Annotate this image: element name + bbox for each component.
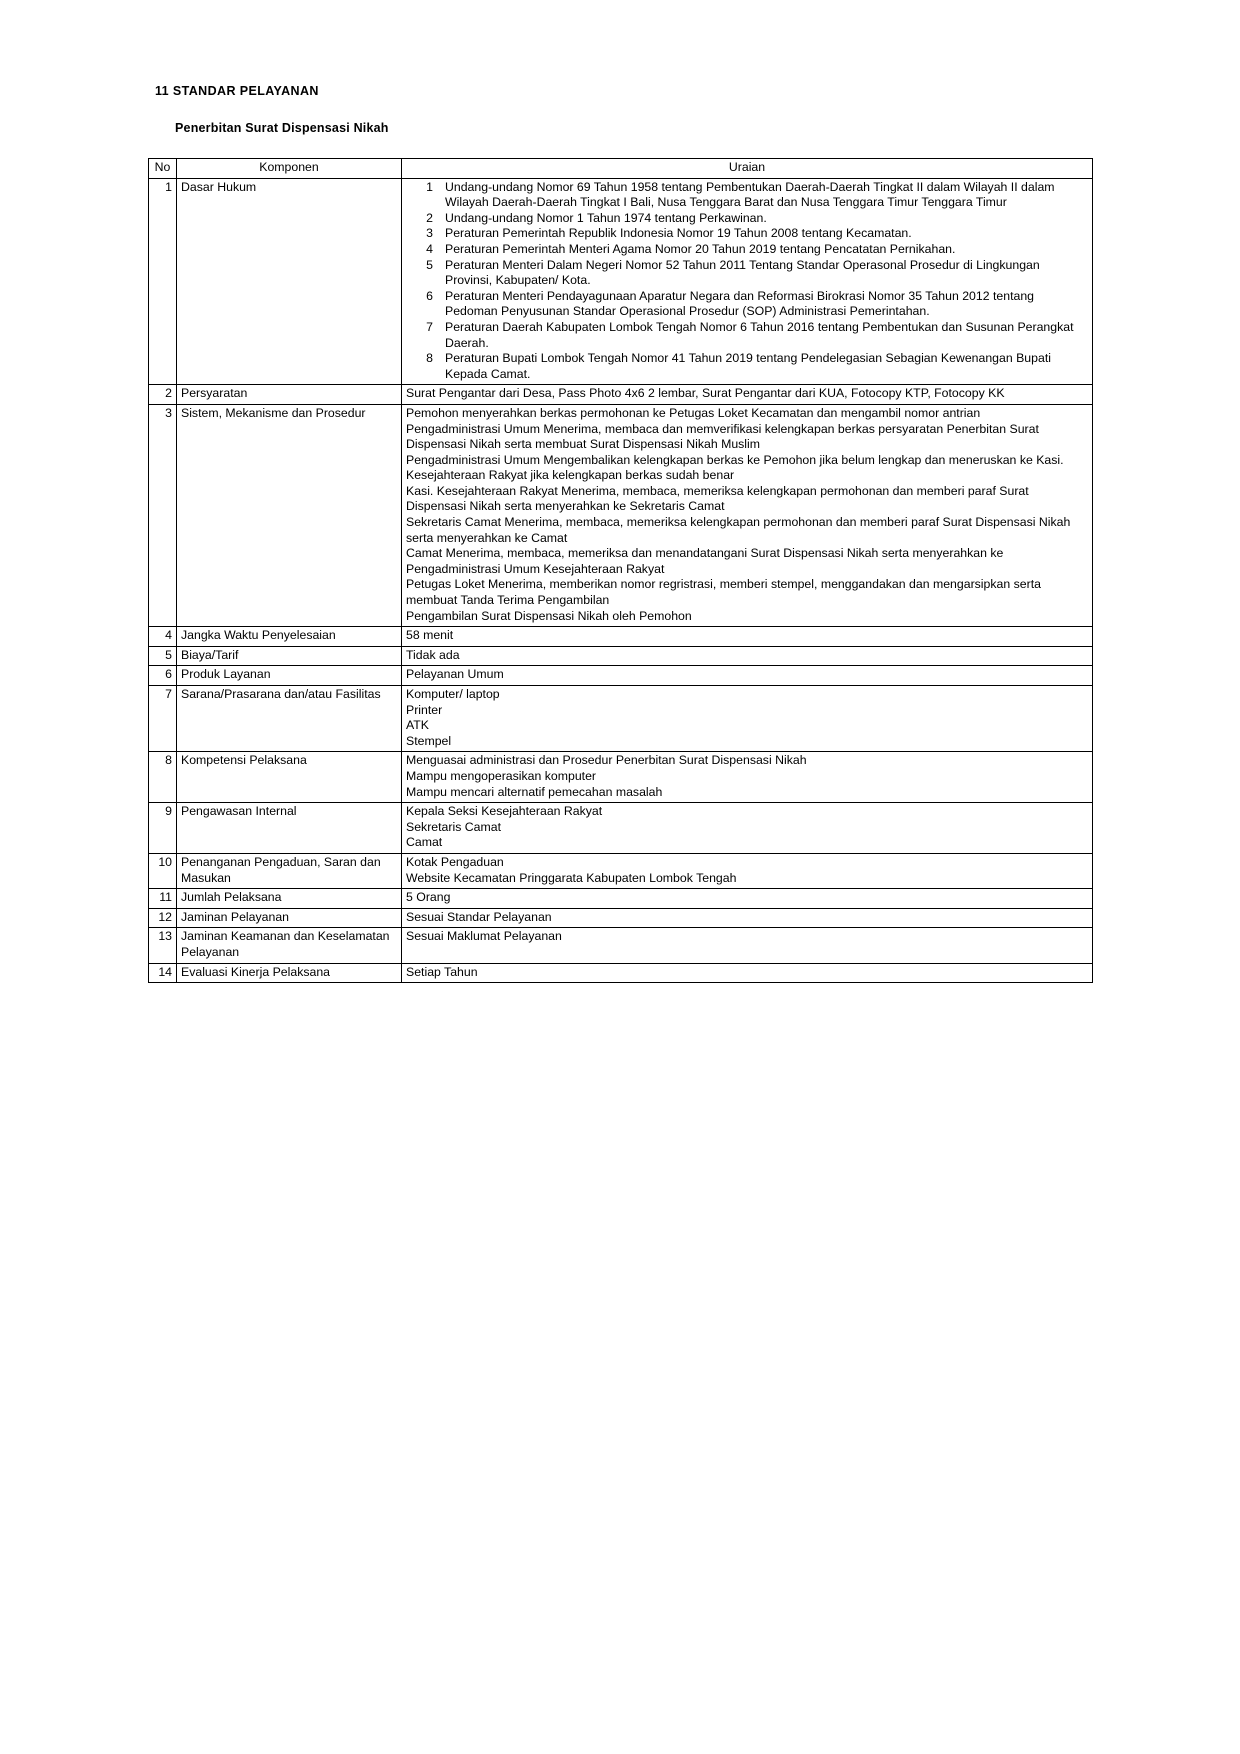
uraian-lines xyxy=(406,648,1088,664)
uraian-line: Sesuai Standar Pelayanan xyxy=(406,909,552,924)
uraian-line: Kotak Pengaduan xyxy=(406,854,504,869)
row-number: 9 xyxy=(149,803,177,854)
uraian-line: Mampu mengoperasikan komputer xyxy=(406,768,597,783)
row-komponen: Pengawasan Internal xyxy=(177,803,402,854)
row-uraian xyxy=(402,963,1093,983)
row-uraian xyxy=(402,889,1093,909)
uraian-line: Surat Pengantar dari Desa, Pass Photo 4x6 2 lembar, Surat Pengantar dari KUA, Fotocopy KTP, Fotocopy KK xyxy=(406,386,1005,401)
row-uraian xyxy=(402,627,1093,647)
uraian-line: Menguasai administrasi dan Prosedur Penerbitan Surat Dispensasi Nikah xyxy=(406,753,807,768)
row-uraian xyxy=(402,752,1093,803)
row-uraian xyxy=(402,404,1093,626)
row-number: 14 xyxy=(149,963,177,983)
table-row xyxy=(149,646,1093,666)
uraian-lines xyxy=(406,687,1088,749)
uraian-line: Stempel xyxy=(406,733,452,748)
uraian-line: Website Kecamatan Pringgarata Kabupaten Lombok Tengah xyxy=(406,870,737,885)
uraian-line: Sekretaris Camat xyxy=(406,819,501,834)
uraian-line: Pelayanan Umum xyxy=(406,667,504,682)
row-komponen: Sistem, Mekanisme dan Prosedur xyxy=(177,404,402,626)
uraian-lines xyxy=(406,667,1088,683)
table-row xyxy=(149,627,1093,647)
row-komponen: Penanganan Pengaduan, Saran dan Masukan xyxy=(177,853,402,888)
row-number: 1 xyxy=(149,178,177,385)
table-row xyxy=(149,963,1093,983)
row-komponen: Sarana/Prasarana dan/atau Fasilitas xyxy=(177,686,402,752)
row-komponen: Kompetensi Pelaksana xyxy=(177,752,402,803)
table-row xyxy=(149,928,1093,963)
uraian-line: Camat xyxy=(406,835,443,850)
legal-basis-item: Peraturan Pemerintah Republik Indonesia Nomor 19 Tahun 2008 tentang Kecamatan. xyxy=(445,226,912,241)
row-komponen: Jaminan Keamanan dan Keselamatan Pelayanan xyxy=(177,928,402,963)
table-row xyxy=(149,889,1093,909)
uraian-line: Pengadministrasi Umum Menerima, membaca dan memverifikasi kelengkapan berkas persyaratan Penerbitan Surat Dispensasi Nikah serta membuat Surat Dispensasi Nikah Muslim xyxy=(406,421,1039,452)
table-row xyxy=(149,752,1093,803)
page-subtitle: Penerbitan Surat Dispensasi Nikah xyxy=(175,121,389,135)
legal-basis-item: Peraturan Bupati Lombok Tengah Nomor 41 Tahun 2019 tentang Pendelegasian Sebagian Kewenangan Bupati Kepada Camat. xyxy=(445,351,1051,381)
uraian-line: Setiap Tahun xyxy=(406,964,478,979)
uraian-line: Sesuai Maklumat Pelayanan xyxy=(406,929,562,944)
legal-basis-item: Peraturan Menteri Dalam Negeri Nomor 52 Tahun 2011 Tentang Standar Operasonal Prosedur di Lingkungan Provinsi, Kabupaten/ Kota. xyxy=(445,257,1040,288)
table-row xyxy=(149,803,1093,854)
legal-basis-list xyxy=(406,180,1088,383)
row-number: 3 xyxy=(149,404,177,626)
row-number: 7 xyxy=(149,686,177,752)
column-header-no: No xyxy=(149,159,177,179)
uraian-lines xyxy=(406,855,1088,886)
row-uraian xyxy=(402,908,1093,928)
table-row xyxy=(149,853,1093,888)
table-row xyxy=(149,686,1093,752)
row-uraian xyxy=(402,666,1093,686)
uraian-lines xyxy=(406,929,1088,945)
row-uraian xyxy=(402,646,1093,666)
row-komponen: Evaluasi Kinerja Pelaksana xyxy=(177,963,402,983)
uraian-line: 58 menit xyxy=(406,628,454,643)
row-uraian xyxy=(402,803,1093,854)
column-header-uraian: Uraian xyxy=(402,159,1093,179)
table-header-row xyxy=(149,159,1093,179)
row-uraian xyxy=(402,178,1093,385)
uraian-lines xyxy=(406,753,1088,800)
uraian-line: Komputer/ laptop xyxy=(406,687,500,701)
row-number: 10 xyxy=(149,853,177,888)
row-komponen: Dasar Hukum xyxy=(177,178,402,385)
uraian-line: Kepala Seksi Kesejahteraan Rakyat xyxy=(406,804,603,819)
uraian-line: 5 Orang xyxy=(406,890,451,905)
row-uraian xyxy=(402,853,1093,888)
uraian-lines xyxy=(406,910,1088,926)
table-row xyxy=(149,178,1093,385)
row-komponen: Jangka Waktu Penyelesaian xyxy=(177,627,402,647)
uraian-lines xyxy=(406,890,1088,906)
table-body xyxy=(149,178,1093,983)
uraian-line: Sekretaris Camat Menerima, membaca, memeriksa kelengkapan permohonan dan memberi paraf Surat Dispensasi Nikah serta menyerahkan ke Camat xyxy=(406,515,1071,545)
row-number: 2 xyxy=(149,385,177,405)
row-uraian xyxy=(402,686,1093,752)
uraian-lines xyxy=(406,386,1088,402)
row-uraian xyxy=(402,928,1093,963)
uraian-lines xyxy=(406,965,1088,981)
row-number: 13 xyxy=(149,928,177,963)
legal-basis-item: Peraturan Daerah Kabupaten Lombok Tengah Nomor 6 Tahun 2016 tentang Pembentukan dan Susunan Perangkat Daerah. xyxy=(445,319,1074,350)
table-header xyxy=(149,159,1093,179)
row-number: 5 xyxy=(149,646,177,666)
uraian-line: Mampu mencari alternatif pemecahan masalah xyxy=(406,784,663,799)
uraian-lines xyxy=(406,804,1088,851)
uraian-line: ATK xyxy=(406,718,430,733)
legal-basis-item: Undang-undang Nomor 69 Tahun 1958 tentang Pembentukan Daerah-Daerah Tingkat II dalam Wilayah II dalam Wilayah Daerah-Daerah Tingkat I Bali, Nusa Tenggara Barat dan Nusa Tenggara Timur Tenggara Timur xyxy=(445,179,1055,210)
uraian-line: Tidak ada xyxy=(406,647,460,662)
uraian-line: Printer xyxy=(406,702,443,717)
row-komponen: Jaminan Pelayanan xyxy=(177,908,402,928)
row-komponen: Biaya/Tarif xyxy=(177,646,402,666)
row-number: 8 xyxy=(149,752,177,803)
uraian-line: Petugas Loket Menerima, memberikan nomor regristrasi, memberi stempel, menggandakan dan mengarsipkan serta membuat Tanda Terima Pengambilan xyxy=(406,577,1041,608)
uraian-line: Pengadministrasi Umum Mengembalikan kelengkapan berkas ke Pemohon jika belum lengkap dan meneruskan ke Kasi. Kesejahteraan Rakyat jika kelengkapan berkas sudah benar xyxy=(406,452,1064,483)
row-number: 12 xyxy=(149,908,177,928)
table-row xyxy=(149,385,1093,405)
page-title: 11 STANDAR PELAYANAN xyxy=(155,84,319,98)
legal-basis-item: Peraturan Menteri Pendayagunaan Aparatur Negara dan Reformasi Birokrasi Nomor 35 Tahun 2012 tentang Pedoman Penyusunan Standar Operasional Prosedur (SOP) Administrasi Pemerintahan. xyxy=(445,288,1035,319)
legal-basis-item: Peraturan Pemerintah Menteri Agama Nomor 20 Tahun 2019 tentang Pencatatan Pernikahan. xyxy=(445,241,956,256)
row-number: 11 xyxy=(149,889,177,909)
row-number: 6 xyxy=(149,666,177,686)
uraian-lines xyxy=(406,628,1088,644)
uraian-line: Kasi. Kesejahteraan Rakyat Menerima, membaca, memeriksa kelengkapan permohonan dan memberi paraf Surat Dispensasi Nikah serta menyerahkan ke Sekretaris Camat xyxy=(406,483,1029,514)
table-row xyxy=(149,666,1093,686)
legal-basis-item: Undang-undang Nomor 1 Tahun 1974 tentang Perkawinan. xyxy=(445,210,767,225)
uraian-line: Pengambilan Surat Dispensasi Nikah oleh Pemohon xyxy=(406,608,692,623)
standar-pelayanan-table xyxy=(148,158,1093,983)
row-number: 4 xyxy=(149,627,177,647)
row-komponen: Jumlah Pelaksana xyxy=(177,889,402,909)
row-uraian xyxy=(402,385,1093,405)
row-komponen: Persyaratan xyxy=(177,385,402,405)
table-row xyxy=(149,908,1093,928)
uraian-line: Camat Menerima, membaca, memeriksa dan menandatangani Surat Dispensasi Nikah serta menyerahkan ke Pengadministrasi Umum Kesejahteraan Rakyat xyxy=(406,546,1004,576)
table-row xyxy=(149,404,1093,626)
row-komponen: Produk Layanan xyxy=(177,666,402,686)
uraian-line: Pemohon menyerahkan berkas permohonan ke Petugas Loket Kecamatan dan mengambil nomor antrian xyxy=(406,405,981,420)
column-header-komponen: Komponen xyxy=(177,159,402,179)
uraian-lines xyxy=(406,406,1088,624)
